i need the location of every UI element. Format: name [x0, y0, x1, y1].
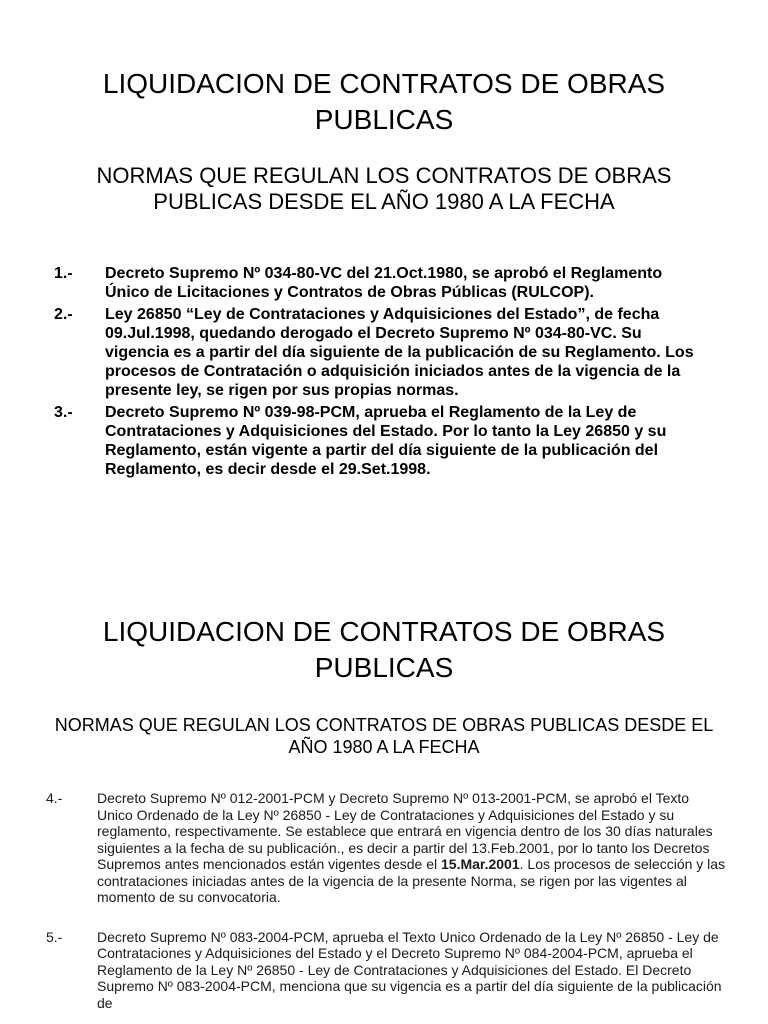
item-text	[105, 265, 662, 301]
item-number: 2.-	[54, 306, 73, 323]
item-text	[105, 404, 666, 478]
slide-subtitle: NORMAS QUE REGULAN LOS CONTRATOS DE OBRAS PUBLICAS DESDE EL AÑO 1980 A LA FECHA	[96, 163, 672, 214]
slide-subtitle: NORMAS QUE REGULAN LOS CONTRATOS DE OBRAS PUBLICAS DESDE EL AÑO 1980 A LA FECHA	[54, 715, 714, 757]
item-number: 3.-	[54, 404, 73, 421]
item-date: 21.Oct.1980	[374, 265, 463, 282]
norms-list	[54, 264, 704, 482]
list-item	[54, 264, 704, 302]
norms-list	[46, 790, 726, 1024]
item-number: 4.-	[46, 790, 63, 806]
item-text	[97, 929, 722, 1011]
item-text-start: Decreto Supremo Nº 083-2004-PCM, aprueba el Texto Unico Ordenado de la Ley Nº 26850 - Ley de Contrataciones y Adquisiciones del Estado y el Decreto Supremo Nº 084-2004-PCM, aprueba el Reglamento de la Ley Nº 26850 - Ley de Contrataciones y Adquisiciones del Estado. El Decreto Supremo Nº 083-2004-PCM, menciona que su vigencia es a partir del día siguiente de la publicación de	[97, 928, 722, 1011]
list-item	[46, 790, 726, 906]
list-item	[54, 403, 704, 479]
item-text-end: .	[426, 461, 431, 478]
item-text-start: Decreto Supremo Nº 012-2001-PCM y Decreto Supremo Nº 013-2001-PCM, se aprobó el Texto Unico Ordenado de la Ley Nº 26850 - Ley de Contrataciones y Adquisiciones del Estado y su reglamento, respectivamente. Se establece que entrará en vigencia dentro de los 30 días naturales siguientes a la fecha de su publicación., es decir a partir del 13.Feb.2001, por lo tanto los Decretos Supremos antes mencionados están vigentes desde el	[97, 790, 713, 872]
item-text-start: Decreto Supremo Nº 034-80-VC del	[105, 265, 375, 282]
item-text	[105, 306, 694, 399]
list-item	[54, 305, 704, 400]
item-text-start: Ley 26850 “Ley de Contrataciones y Adquisiciones del Estado”, de fecha 09.Jul.1998, quedando derogado el Decreto Supremo Nº 034-80-VC. Su vigencia es a partir del día siguiente de la publicación de su Reglamento. Los procesos de Contratación o adquisición iniciados antes de la vigencia de la presente ley, se rigen por sus propias normas.	[105, 306, 694, 399]
list-item	[46, 929, 726, 1012]
slide-title: LIQUIDACION DE CONTRATOS DE OBRAS PUBLICAS	[102, 68, 666, 135]
slide-title: LIQUIDACION DE CONTRATOS DE OBRAS PUBLICAS	[102, 616, 666, 683]
item-text-end: , se aprobó el Reglamento Único de Licitaciones y Contratos de Obras Públicas (RULCOP).	[105, 265, 663, 301]
item-text-end: . Los procesos de selección y las contrataciones iniciadas antes de la vigencia de la presente Norma, se rigen por las vigentes al momento de su convocatoria.	[97, 856, 726, 905]
item-date: 29.Set.1998	[338, 461, 427, 478]
item-number: 5.-	[46, 928, 63, 945]
slide-2	[0, 590, 768, 1024]
item-date: 15.Mar.2001	[441, 856, 520, 872]
item-text-start: Decreto Supremo Nº 039-98-PCM, aprueba el Reglamento de la Ley de Contrataciones y Adquisiciones del Estado. Por lo tanto la Ley 26850 y su Reglamento, están vigente a partir del día siguiente de la publicación del Reglamento, es decir desde el	[105, 404, 667, 478]
item-text	[97, 790, 725, 905]
item-number: 1.-	[54, 265, 73, 282]
